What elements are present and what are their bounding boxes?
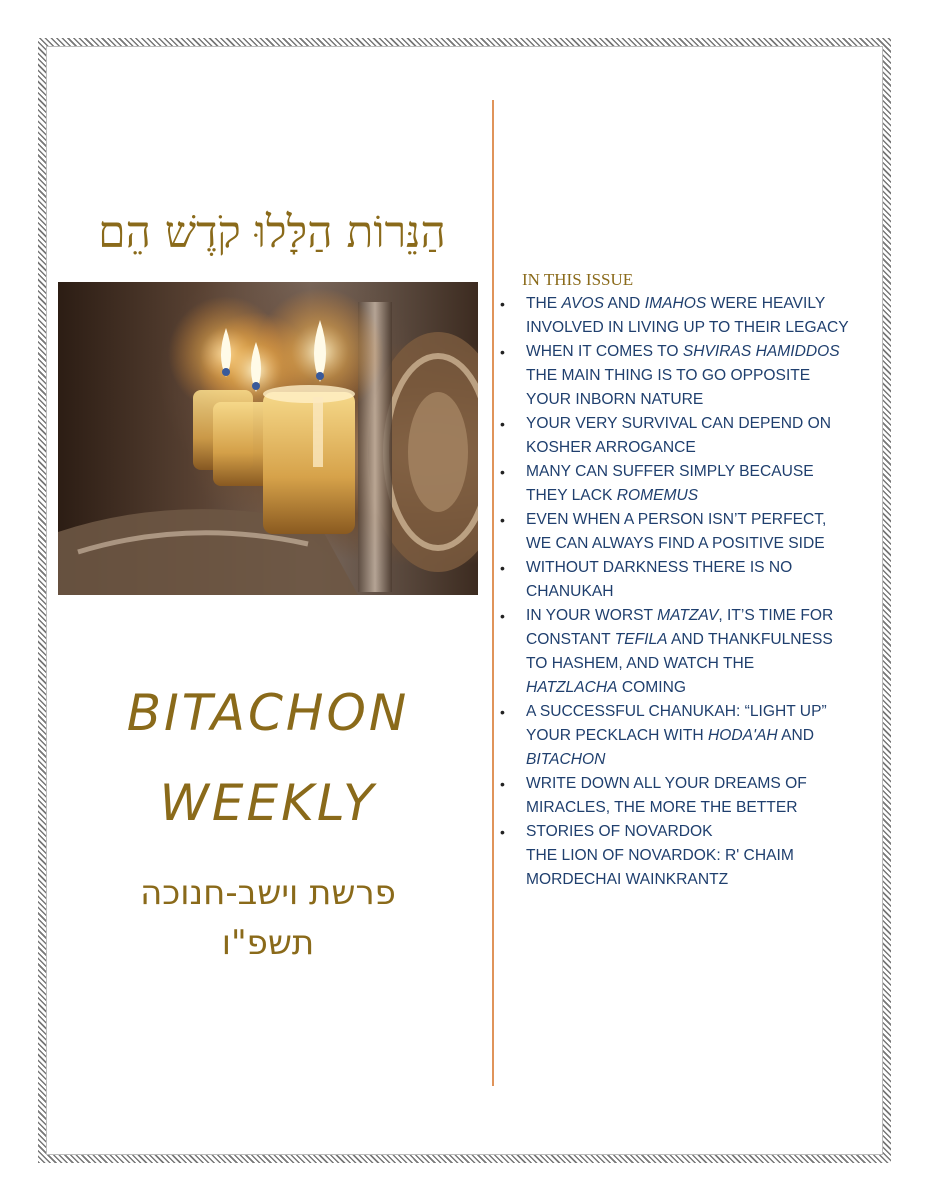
article-item: • IN YOUR WORST MATZAV, IT’S TIME FOR CONSTANT TEFILA AND THANKFULNESS TO HASHEM, AND WATCH THE HATZLACHA COMING bbox=[500, 604, 850, 700]
article-item-term: IMAHOS bbox=[644, 295, 707, 312]
article-item: • A SUCCESSFUL CHANUKAH: “LIGHT UP” YOUR PECKLACH WITH HODA'AH AND BITACHON bbox=[500, 700, 850, 772]
article-item: • WRITE DOWN ALL YOUR DREAMS OF MIRACLES, THE MORE THE BETTER bbox=[500, 772, 850, 820]
publication-name bbox=[58, 668, 478, 848]
article-item: • WITHOUT DARKNESS THERE IS NO CHANUKAH bbox=[500, 556, 850, 604]
article-item-term: HATZLACHA bbox=[526, 679, 618, 696]
article-item-term: BITACHON bbox=[526, 751, 606, 768]
article-item: • STORIES OF NOVARDOK bbox=[500, 820, 850, 844]
parsha-year: תשפ"ו bbox=[221, 923, 315, 963]
article-item-term: SHVIRAS HAMIDDOS bbox=[682, 343, 840, 360]
in-this-issue-heading: IN THIS ISSUE bbox=[522, 270, 634, 289]
article-item: • YOUR VERY SURVIVAL CAN DEPEND ON KOSHER ARROGANCE bbox=[500, 412, 850, 460]
column-divider bbox=[492, 100, 494, 1086]
publication-name-line1: BITACHON bbox=[126, 684, 410, 742]
parsha-title-line1: פרשת וישב-חנוכה bbox=[140, 873, 396, 913]
article-item: • EVEN WHEN A PERSON ISN’T PERFECT, WE CAN ALWAYS FIND A POSITIVE SIDE bbox=[500, 508, 850, 556]
article-item: • THE AVOS AND IMAHOS WERE HEAVILY INVOLVED IN LIVING UP TO THEIR LEGACY bbox=[500, 292, 850, 340]
article-item-term: HODA'AH bbox=[707, 727, 778, 744]
article-item: • WHEN IT COMES TO SHVIRAS HAMIDDOS THE MAIN THING IS TO GO OPPOSITE YOUR INBORN NATURE bbox=[500, 340, 850, 412]
in-this-issue bbox=[500, 268, 850, 892]
article-item-term: AVOS bbox=[561, 295, 605, 312]
article-item-term: MATZAV bbox=[657, 607, 719, 624]
publication-name-line2: WEEKLY bbox=[159, 774, 377, 832]
article-item-term: TEFILA bbox=[614, 631, 668, 648]
menorah-illustration bbox=[58, 282, 478, 595]
article-item: • MANY CAN SUFFER SIMPLY BECAUSE THEY LACK ROMEMUS bbox=[500, 460, 850, 508]
article-list bbox=[500, 292, 850, 844]
article-item-term: ROMEMUS bbox=[616, 487, 699, 504]
menorah-photo bbox=[58, 282, 478, 595]
hebrew-title: הַנֵּרוֹת הַלָּלוּ קֹדֶשׁ הֵם bbox=[98, 207, 446, 258]
article-subtitle: THE LION OF NOVARDOK: R' CHAIM MORDECHAI WAINKRANTZ bbox=[526, 847, 794, 888]
parsha-title bbox=[58, 868, 478, 968]
